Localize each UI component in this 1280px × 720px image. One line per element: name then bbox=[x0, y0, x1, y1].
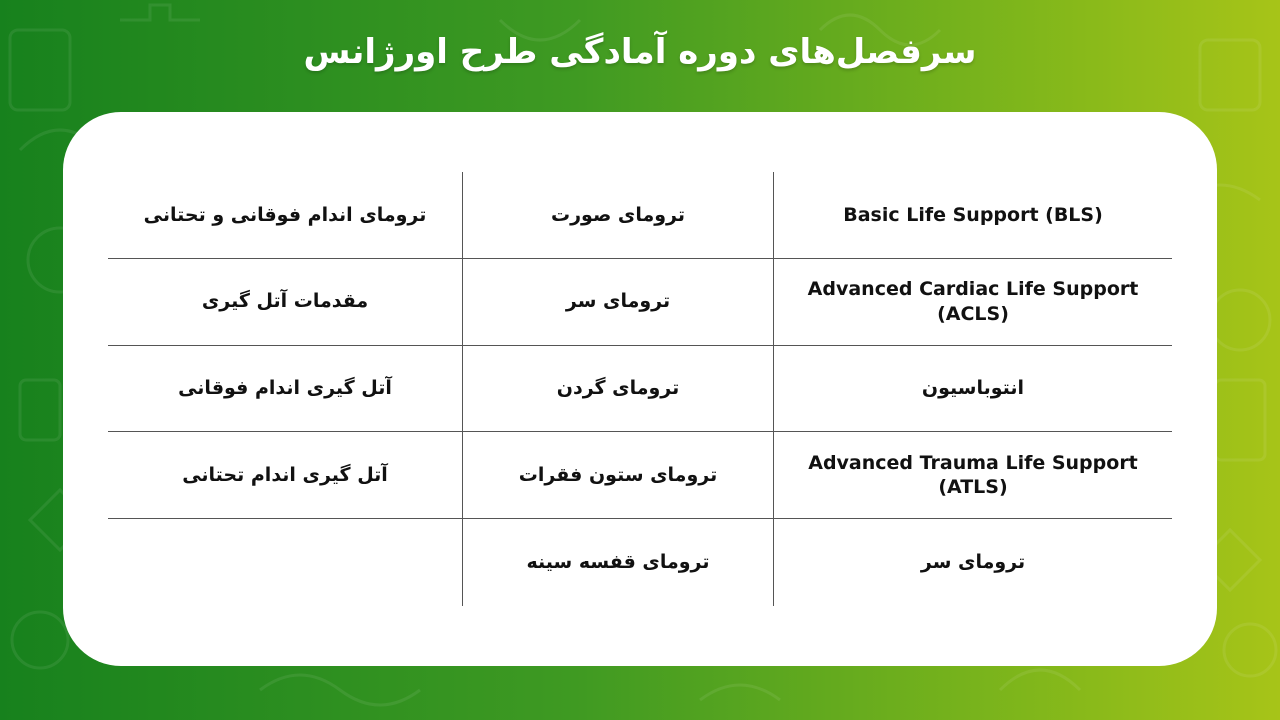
table-cell: Basic Life Support (BLS) bbox=[774, 172, 1172, 259]
syllabus-table bbox=[108, 172, 1172, 606]
table-cell: ترومای سر bbox=[463, 259, 774, 346]
table-cell: Advanced Cardiac Life Support (ACLS) bbox=[774, 259, 1172, 346]
table-cell: ترومای سر bbox=[920, 551, 1026, 574]
table-cell: ترومای ستون فقرات bbox=[463, 432, 774, 519]
content-card bbox=[63, 112, 1217, 666]
table-cell: انتوباسیون bbox=[774, 346, 1172, 433]
table-cell: مقدمات آتل گیری bbox=[108, 259, 463, 346]
table-cell: ترومای صورت bbox=[463, 172, 774, 259]
table-cell bbox=[108, 519, 463, 606]
table-cell: ترومای گردن bbox=[463, 346, 774, 433]
table-cell: ترومای قفسه سینه bbox=[463, 519, 774, 606]
page-title: سرفصل‌های دوره آمادگی طرح اورژانس bbox=[303, 32, 977, 72]
table-cell: آتل گیری اندام تحتانی bbox=[108, 432, 463, 519]
table-cell: Advanced Trauma Life Support (ATLS) bbox=[774, 432, 1172, 519]
table-cell: ترومای اندام فوقانی و تحتانی bbox=[108, 172, 463, 259]
table-cell: آتل گیری اندام فوقانی bbox=[108, 346, 463, 433]
